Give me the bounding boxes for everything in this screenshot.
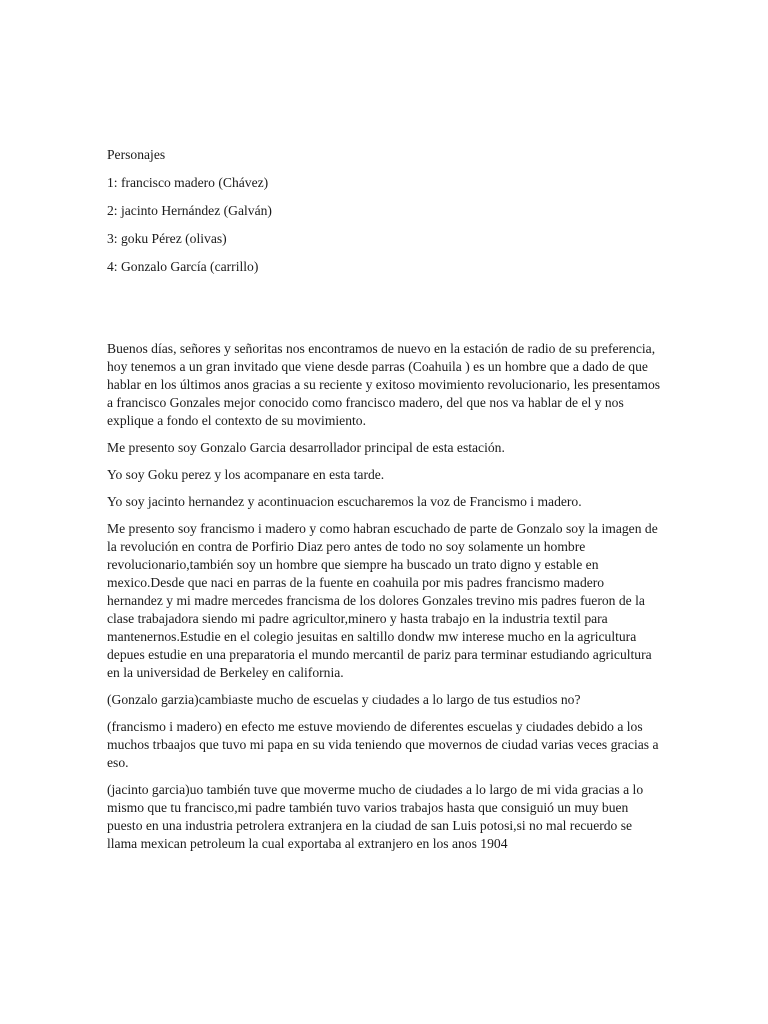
paragraph: Me presento soy Gonzalo Garcia desarrollador principal de esta estación. — [107, 440, 505, 455]
cast-item: 4: Gonzalo García (carrillo) — [107, 259, 259, 274]
section-spacer — [107, 286, 663, 340]
paragraph: (Gonzalo garzia)cambiaste mucho de escuelas y ciudades a lo largo de tus estudios no? — [107, 692, 581, 707]
cast-list — [107, 146, 663, 276]
paragraph: Me presento soy francismo i madero y como habran escuchado de parte de Gonzalo soy la imagen de la revolución en contra de Porfirio Diaz pero antes de todo no soy solamente un hombre revolucionario,también soy un hombre que siempre ha buscado un trato digno y estable en mexico.Desde que naci en parras de la fuente en coahuila por mis padres francismo madero hernandez y mi madre mercedes francisma de los dolores Gonzales trevino mis padres fueron de la clase trabajadora siendo mi padre agricultor,minero y hasta trabajo en la industria textil para mantenernos.Estudie en el colegio jesuitas en saltillo dondw mw interese mucho en la agricultura depues estudie en una preparatoria el mundo mercantil de pariz para terminar estudiando agricultura en la universidad de Berkeley en california. — [107, 521, 658, 680]
paragraph-intro: Buenos días, señores y señoritas nos encontramos de nuevo en la estación de radio de su preferencia, hoy tenemos a un gran invitado que viene desde parras (Coahuila ) es un hombre que a dado de que hablar en los últimos anos gracias a su reciente y exitoso movimiento revolucionario, les presentamos a francisco Gonzales mejor conocido como francisco madero, del que nos va hablar de el y nos explique a fondo el contexto de su movimiento. — [107, 341, 661, 428]
paragraph: Yo soy jacinto hernandez y acontinuacion escucharemos la voz de Francismo i madero. — [107, 494, 582, 509]
dialogue-body — [107, 340, 663, 853]
paragraph: (francismo i madero) en efecto me estuve moviendo de diferentes escuelas y ciudades debido a los muchos trbaajos que tuvo mi papa en su vida teniendo que movernos de ciudad varias veces gracias a eso. — [107, 719, 659, 770]
cast-heading: Personajes — [107, 147, 166, 162]
document-page — [107, 146, 663, 862]
cast-item: 3: goku Pérez (olivas) — [107, 231, 227, 246]
cast-item: 2: jacinto Hernández (Galván) — [107, 203, 272, 218]
paragraph: (jacinto garcia)uo también tuve que moverme mucho de ciudades a lo largo de mi vida gracias a lo mismo que tu francisco,mi padre también tuvo varios trabajos hasta que consiguió un muy buen puesto en una industria petrolera extranjera en la ciudad de san Luis potosi,si no mal recuerdo se llama mexican petroleum la cual exportaba al extranjero en los anos 1904 — [107, 782, 644, 851]
cast-item: 1: francisco madero (Chávez) — [107, 175, 269, 190]
paragraph: Yo soy Goku perez y los acompanare en esta tarde. — [107, 467, 385, 482]
